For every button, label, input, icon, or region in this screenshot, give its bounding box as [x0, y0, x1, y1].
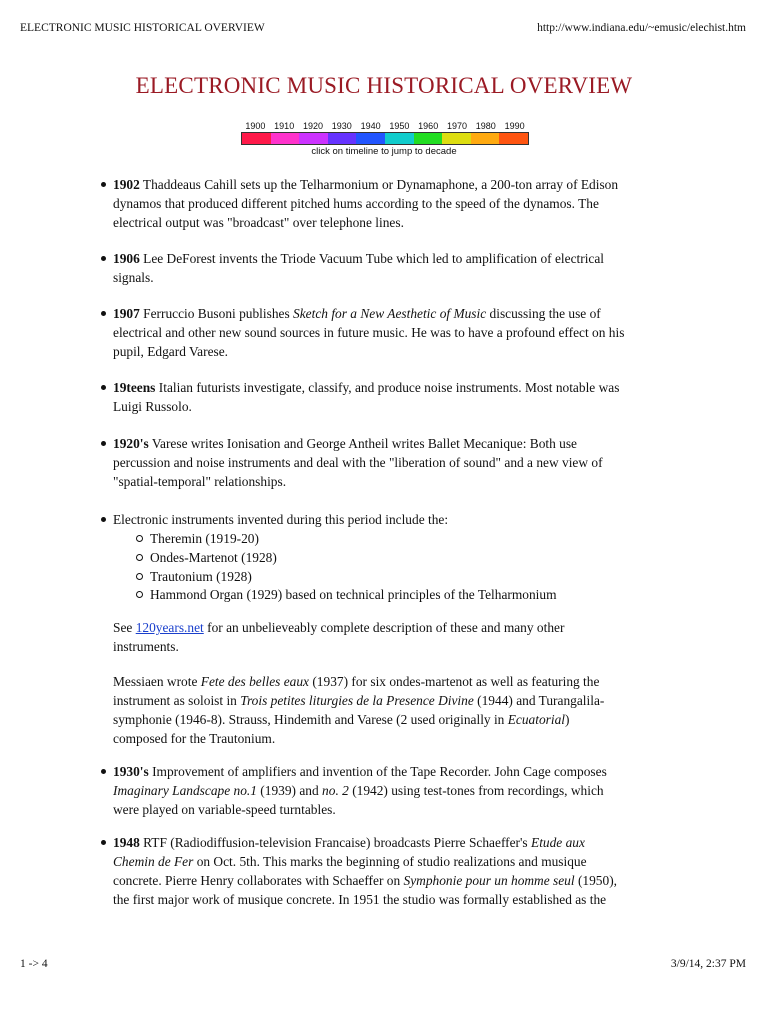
sub-list-item — [150, 548, 277, 567]
timeline-decade-1900[interactable] — [242, 133, 271, 144]
timeline-label: 1940 — [360, 121, 381, 131]
list-item-1948 — [113, 833, 673, 909]
entry-year: 1920's — [113, 436, 149, 451]
timeline-decade-1940[interactable] — [356, 133, 385, 144]
entry-year: 19teens — [113, 380, 156, 395]
timeline-decade-1950[interactable] — [385, 133, 414, 144]
entry-text: discussing the use of — [489, 306, 601, 321]
decade-timeline — [241, 121, 529, 145]
sub-list-item — [150, 567, 252, 586]
entry-text: (1942) using test-tones from recordings, which — [352, 783, 604, 798]
entry-year: 1930's — [113, 764, 149, 779]
entry-text: instruments. — [113, 639, 179, 654]
timeline-label: 1920 — [302, 121, 323, 131]
entry-text: were played on variable-speed turntables. — [113, 802, 336, 817]
timeline-label: 1930 — [331, 121, 352, 131]
timeline-label: 1980 — [475, 121, 496, 131]
timeline-decade-1920[interactable] — [299, 133, 328, 144]
work-title: Chemin de Fer — [113, 854, 194, 869]
entry-text: Electronic instruments invented during this period include the: — [113, 512, 449, 527]
page-title: ELECTRONIC MUSIC HISTORICAL OVERVIEW — [135, 73, 633, 98]
timeline-decade-1910[interactable] — [271, 133, 300, 144]
entry-text: electrical output was "broadcast" over telephone lines. — [113, 215, 404, 230]
instrument-name: Ondes-Martenot (1928) — [150, 550, 277, 565]
entry-text: dynamos that produced different pitched hums according to the speed of the dynamos. The — [113, 196, 599, 211]
entry-year: 1902 — [113, 177, 140, 192]
work-title: Etude aux — [531, 835, 585, 850]
bullet-icon — [101, 385, 106, 390]
sub-list-item — [150, 529, 259, 548]
list-item-19teens — [113, 378, 673, 416]
bullet-icon — [101, 182, 106, 187]
print-datetime: 3/9/14, 2:37 PM — [670, 958, 746, 970]
entry-text: signals. — [113, 270, 154, 285]
work-title: Ecuatorial — [507, 712, 566, 727]
header-url: http://www.indiana.edu/~emusic/elechist.htm — [537, 22, 746, 34]
work-title: Imaginary Landscape no.1 — [113, 783, 257, 798]
entry-text: (1937) for six ondes-martenot as well as featuring the — [312, 674, 600, 689]
entry-year: 1907 — [113, 306, 140, 321]
entry-text: instrument as soloist in — [113, 693, 237, 708]
timeline-label: 1960 — [418, 121, 439, 131]
entry-text: See — [113, 620, 133, 635]
work-title: Trois petites liturgies de la Presence Divine — [240, 693, 474, 708]
entry-text: Ferruccio Busoni publishes — [143, 306, 290, 321]
timeline-label: 1910 — [274, 121, 295, 131]
entry-text: for an unbelieveably complete description of these and many other — [207, 620, 565, 635]
timeline-label: 1900 — [245, 121, 266, 131]
bullet-icon — [101, 311, 106, 316]
list-item-1907 — [113, 304, 673, 361]
entry-text: the first major work of musique concrete. In 1951 the studio was formally established as the — [113, 892, 607, 907]
entry-text: Improvement of amplifiers and invention of the Tape Recorder. John Cage composes — [152, 764, 607, 779]
entry-text: Varese writes Ionisation and George Antheil writes Ballet Mecanique: Both use — [151, 436, 577, 451]
instrument-name: Trautonium (1928) — [150, 569, 252, 584]
120years-link[interactable]: 120years.net — [135, 620, 204, 635]
entry-text: Italian futurists investigate, classify, and produce noise instruments. Most notable was — [158, 380, 620, 395]
timeline-decade-1980[interactable] — [471, 133, 500, 144]
entry-text: symphonie (1946-8). Strauss, Hindemith and Varese (2 used originally in — [113, 712, 505, 727]
entry-text: on Oct. 5th. This marks the beginning of studio realizations and musique — [196, 854, 587, 869]
list-item-1920s — [113, 434, 673, 491]
timeline-bar — [241, 132, 529, 145]
timeline-decade-1970[interactable] — [442, 133, 471, 144]
timeline-label: 1970 — [446, 121, 467, 131]
print-header — [20, 22, 746, 38]
work-title: Symphonie pour un homme seul — [403, 873, 575, 888]
circle-bullet-icon — [136, 591, 143, 598]
work-title: Fete des belles eaux — [200, 674, 309, 689]
circle-bullet-icon — [136, 535, 143, 542]
bullet-icon — [101, 256, 106, 261]
instrument-name: Hammond Organ (1929) based on technical principles of the Telharmonium — [150, 587, 557, 602]
bullet-icon — [101, 441, 106, 446]
entry-text: Luigi Russolo. — [113, 399, 192, 414]
entry-text: Thaddeaus Cahill sets up the Telharmonium or Dynamaphone, a 200-ton array of Edison — [142, 177, 619, 192]
header-doc-title: ELECTRONIC MUSIC HISTORICAL OVERVIEW — [20, 22, 265, 34]
work-title: no. 2 — [322, 783, 349, 798]
list-item-1902 — [113, 175, 673, 232]
entry-year: 1948 — [113, 835, 140, 850]
timeline-decade-1930[interactable] — [328, 133, 357, 144]
entry-text: RTF (Radiodiffusion-television Francaise) broadcasts Pierre Schaeffer's — [143, 835, 528, 850]
entry-text: composed for the Trautonium. — [113, 731, 276, 746]
see-paragraph — [113, 618, 673, 656]
list-item-1930s — [113, 762, 673, 819]
instrument-name: Theremin (1919-20) — [150, 531, 259, 546]
print-footer — [20, 958, 746, 974]
list-item-1906 — [113, 249, 673, 287]
entry-text: Messiaen wrote — [113, 674, 198, 689]
sub-list-item — [150, 585, 557, 604]
entry-text: ) — [565, 712, 570, 727]
timeline-decade-1990[interactable] — [499, 133, 528, 144]
timeline-caption: click on timeline to jump to decade — [311, 146, 457, 157]
entry-text: pupil, Edgard Varese. — [113, 344, 229, 359]
bullet-icon — [101, 517, 106, 522]
timeline-label: 1950 — [389, 121, 410, 131]
bullet-icon — [101, 840, 106, 845]
page-number: 1 -> 4 — [20, 958, 48, 970]
messiaen-paragraph — [113, 672, 673, 748]
entry-text: concrete. Pierre Henry collaborates with Schaeffer on — [113, 873, 401, 888]
timeline-labels — [241, 121, 529, 131]
circle-bullet-icon — [136, 554, 143, 561]
entry-text: Lee DeForest invents the Triode Vacuum Tube which led to amplification of electrical — [143, 251, 605, 266]
entry-year: 1906 — [113, 251, 140, 266]
entry-text: "spatial-temporal" relationships. — [113, 474, 287, 489]
list-item-instruments — [113, 510, 673, 529]
entry-text: (1944) and Turangalila- — [477, 693, 605, 708]
book-title: Sketch for a New Aesthetic of Music — [293, 306, 487, 321]
entry-text: electrical and other new sound sources in future music. He was to have a profound effect on his — [113, 325, 625, 340]
bullet-icon — [101, 769, 106, 774]
entry-text: percussion and noise instruments and deal with the "liberation of sound" and a new view of — [113, 455, 603, 470]
circle-bullet-icon — [136, 573, 143, 580]
timeline-decade-1960[interactable] — [414, 133, 443, 144]
entry-text: (1939) and — [260, 783, 319, 798]
entry-text: (1950), — [577, 873, 618, 888]
timeline-label: 1990 — [504, 121, 525, 131]
